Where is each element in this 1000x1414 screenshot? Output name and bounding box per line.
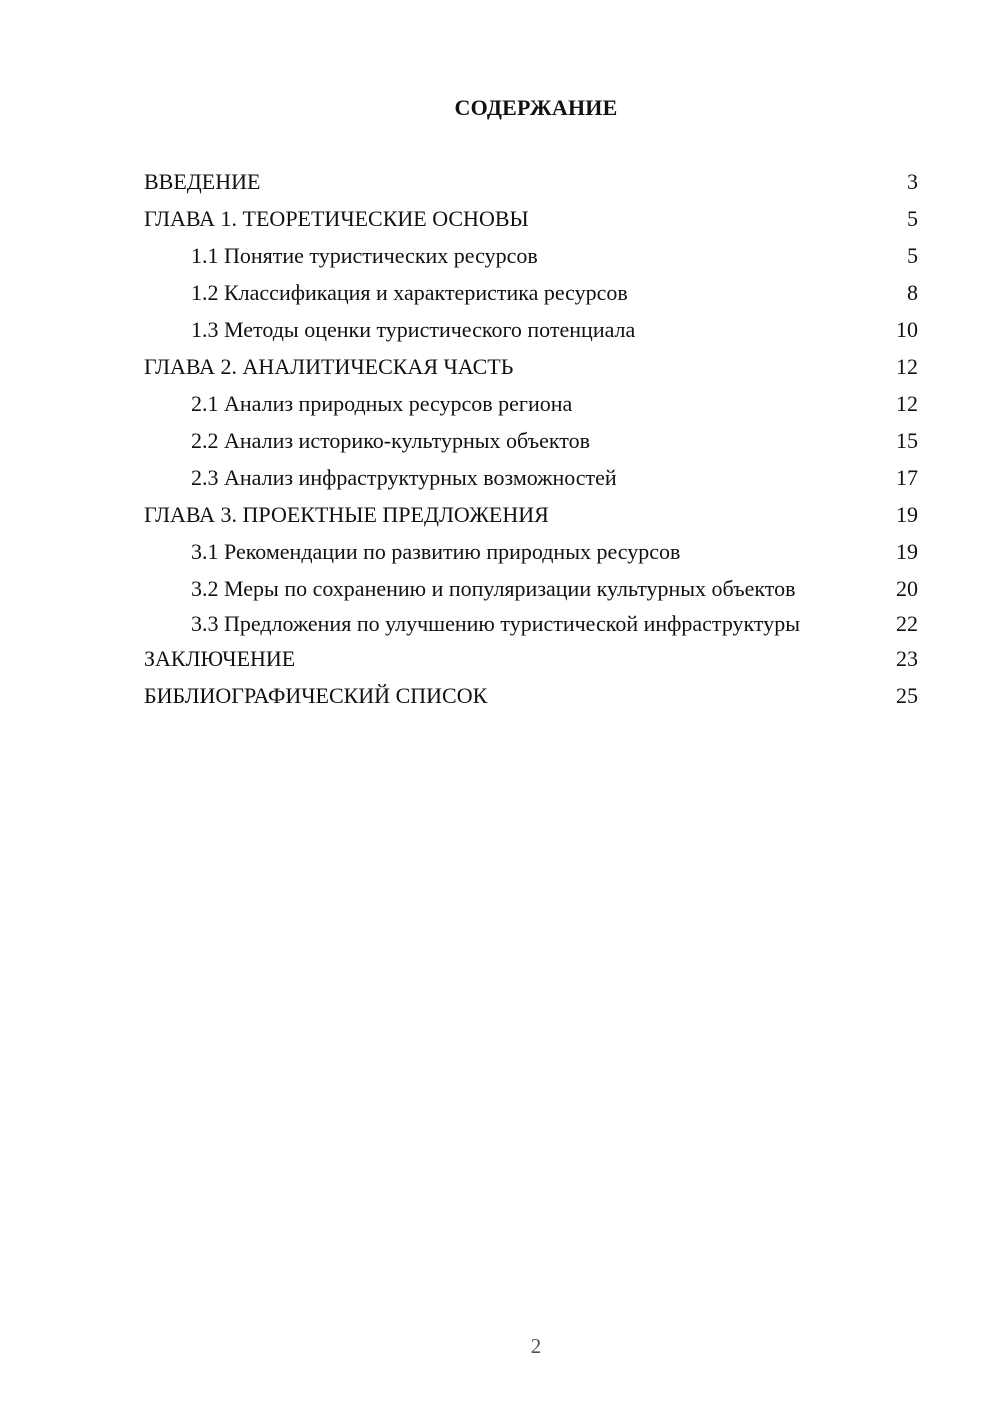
toc-entry-page: 8 [907,280,918,305]
toc-entry-page: 5 [907,206,918,231]
toc-entry-label: БИБЛИОГРАФИЧЕСКИЙ СПИСОК [144,683,488,708]
toc-entry-label: 1.2 Классификация и характеристика ресурсов [191,280,628,305]
toc-entry-page: 3 [907,169,918,194]
toc-entry-page: 15 [896,428,918,453]
toc-entry-page: 10 [896,317,918,342]
toc-entry-section-3-3[interactable] [144,610,918,637]
toc-entry-label: ГЛАВА 2. АНАЛИТИЧЕСКАЯ ЧАСТЬ [144,354,514,379]
toc-entry-label: ГЛАВА 1. ТЕОРЕТИЧЕСКИЕ ОСНОВЫ [144,206,529,231]
toc-entry-section-1-3[interactable] [144,316,918,343]
toc-entry-label: 1.3 Методы оценки туристического потенциала [191,317,636,342]
toc-entry-section-2-2[interactable] [144,427,918,454]
toc-entry-label: 3.1 Рекомендации по развитию природных ресурсов [191,539,681,564]
toc-entry-label: 1.1 Понятие туристических ресурсов [191,243,538,268]
toc-entry-page: 5 [907,243,918,268]
toc-entry-page: 19 [896,539,918,564]
toc-entry-bibliography[interactable] [144,682,918,709]
toc-entry-page: 25 [896,683,918,708]
toc-entry-label: ЗАКЛЮЧЕНИЕ [144,646,296,671]
toc-entry-chapter-2[interactable] [144,353,918,380]
toc-entry-page: 17 [896,465,918,490]
toc-entry-chapter-1[interactable] [144,205,918,232]
page-number: 2 [530,1334,542,1358]
toc-entry-page: 22 [896,611,918,636]
toc-entry-label: ГЛАВА 3. ПРОЕКТНЫЕ ПРЕДЛОЖЕНИЯ [144,502,549,527]
toc-entry-section-3-2[interactable] [144,575,918,602]
table-of-contents [144,168,918,719]
toc-entry-introduction[interactable] [144,168,918,195]
toc-entry-page: 19 [896,502,918,527]
toc-entry-label: 2.2 Анализ историко-культурных объектов [191,428,590,453]
toc-entry-label: ВВЕДЕНИЕ [144,169,261,194]
toc-entry-page: 12 [896,391,918,416]
toc-entry-conclusion[interactable] [144,645,918,672]
toc-entry-label: 2.1 Анализ природных ресурсов региона [191,391,573,416]
toc-entry-section-1-2[interactable] [144,279,918,306]
toc-entry-page: 12 [896,354,918,379]
toc-entry-section-2-1[interactable] [144,390,918,417]
toc-entry-page: 23 [896,646,918,671]
toc-title: СОДЕРЖАНИЕ [454,95,618,120]
toc-entry-chapter-3[interactable] [144,501,918,528]
toc-entry-label: 3.3 Предложения по улучшению туристической инфраструктуры [191,611,801,636]
toc-entry-section-1-1[interactable] [144,242,918,269]
toc-entry-section-2-3[interactable] [144,464,918,491]
toc-entry-label: 2.3 Анализ инфраструктурных возможностей [191,465,617,490]
toc-entry-label: 3.2 Меры по сохранению и популяризации культурных объектов [191,576,796,601]
toc-entry-section-3-1[interactable] [144,538,918,565]
toc-entry-page: 20 [896,576,918,601]
